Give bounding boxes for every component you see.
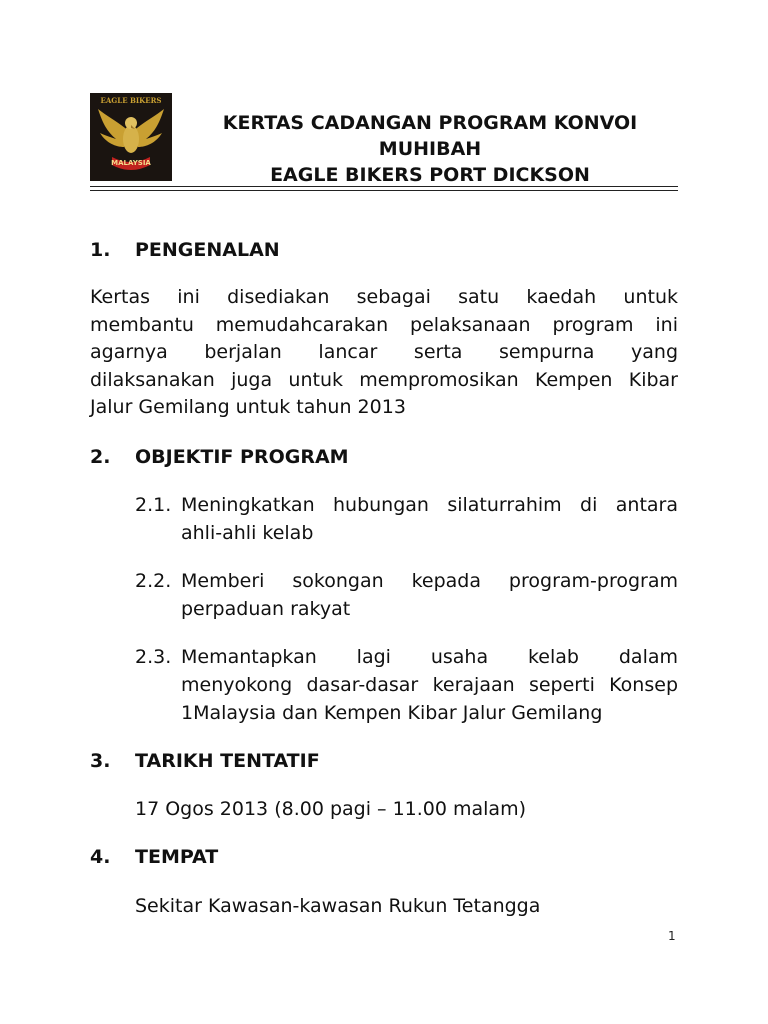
logo-text-bottom: MALAYSIA <box>111 159 151 167</box>
title-line-3: EAGLE BIKERS PORT DICKSON <box>270 164 590 186</box>
header-rule-bottom <box>90 190 678 191</box>
section-number: 3. <box>90 750 111 772</box>
section-number: 2. <box>90 446 111 468</box>
paragraph-line: Jalur Gemilang untuk tahun 2013 <box>90 396 406 418</box>
paragraph-line: agarnya berjalan lancar serta sempurna yang <box>90 341 678 363</box>
objective-item-2-2 <box>135 567 678 623</box>
paragraph-line: membantu memudahcarakan pelaksanaan program ini <box>90 313 678 336</box>
section-heading-pengenalan <box>90 238 280 262</box>
item-line: Meningkatkan hubungan silaturrahim di antara <box>181 494 678 516</box>
intro-paragraph <box>90 284 678 422</box>
section-number: 4. <box>90 846 111 868</box>
paragraph-line: Kertas ini disediakan sebagai satu kaedah untuk <box>90 286 678 308</box>
section-heading-objektif <box>90 445 349 469</box>
item-number: 2.2. <box>135 570 172 592</box>
objective-item-2-3 <box>135 643 678 727</box>
item-line: 1Malaysia dan Kempen Kibar Jalur Gemilang <box>181 702 603 724</box>
section-heading-tempat <box>90 845 218 869</box>
logo-text-top: EAGLE BIKERS <box>100 96 162 105</box>
section-number: 1. <box>90 239 111 261</box>
item-line: Memantapkan lagi usaha kelab dalam <box>181 646 678 668</box>
title-line-2: MUHIBAH <box>378 138 482 160</box>
tentative-date: 17 Ogos 2013 (8.00 pagi – 11.00 malam) <box>135 798 526 820</box>
section-title: TARIKH TENTATIF <box>135 750 320 772</box>
document-title <box>182 110 678 188</box>
section-title: TEMPAT <box>135 846 219 868</box>
section-title: PENGENALAN <box>135 239 280 261</box>
item-number: 2.3. <box>135 646 172 668</box>
header-rule-top <box>90 186 678 187</box>
venue-text: Sekitar Kawasan-kawasan Rukun Tetangga <box>135 895 541 917</box>
item-line: Memberi sokongan kepada program-program <box>181 570 678 592</box>
item-number: 2.1. <box>135 494 172 516</box>
page-number: 1 <box>668 929 676 943</box>
eagle-emblem-icon <box>90 93 172 181</box>
item-line: menyokong dasar-dasar kerajaan seperti Konsep <box>181 674 678 696</box>
section-heading-tarikh <box>90 749 320 773</box>
title-line-1: KERTAS CADANGAN PROGRAM KONVOI <box>222 112 638 134</box>
section-title: OBJEKTIF PROGRAM <box>135 446 349 468</box>
objective-item-2-1 <box>135 491 678 547</box>
paragraph-line: dilaksanakan juga untuk mempromosikan Kempen Kibar <box>90 368 678 391</box>
item-line: perpaduan rakyat <box>181 598 351 620</box>
club-logo <box>90 93 172 181</box>
item-line: ahli-ahli kelab <box>181 522 314 544</box>
